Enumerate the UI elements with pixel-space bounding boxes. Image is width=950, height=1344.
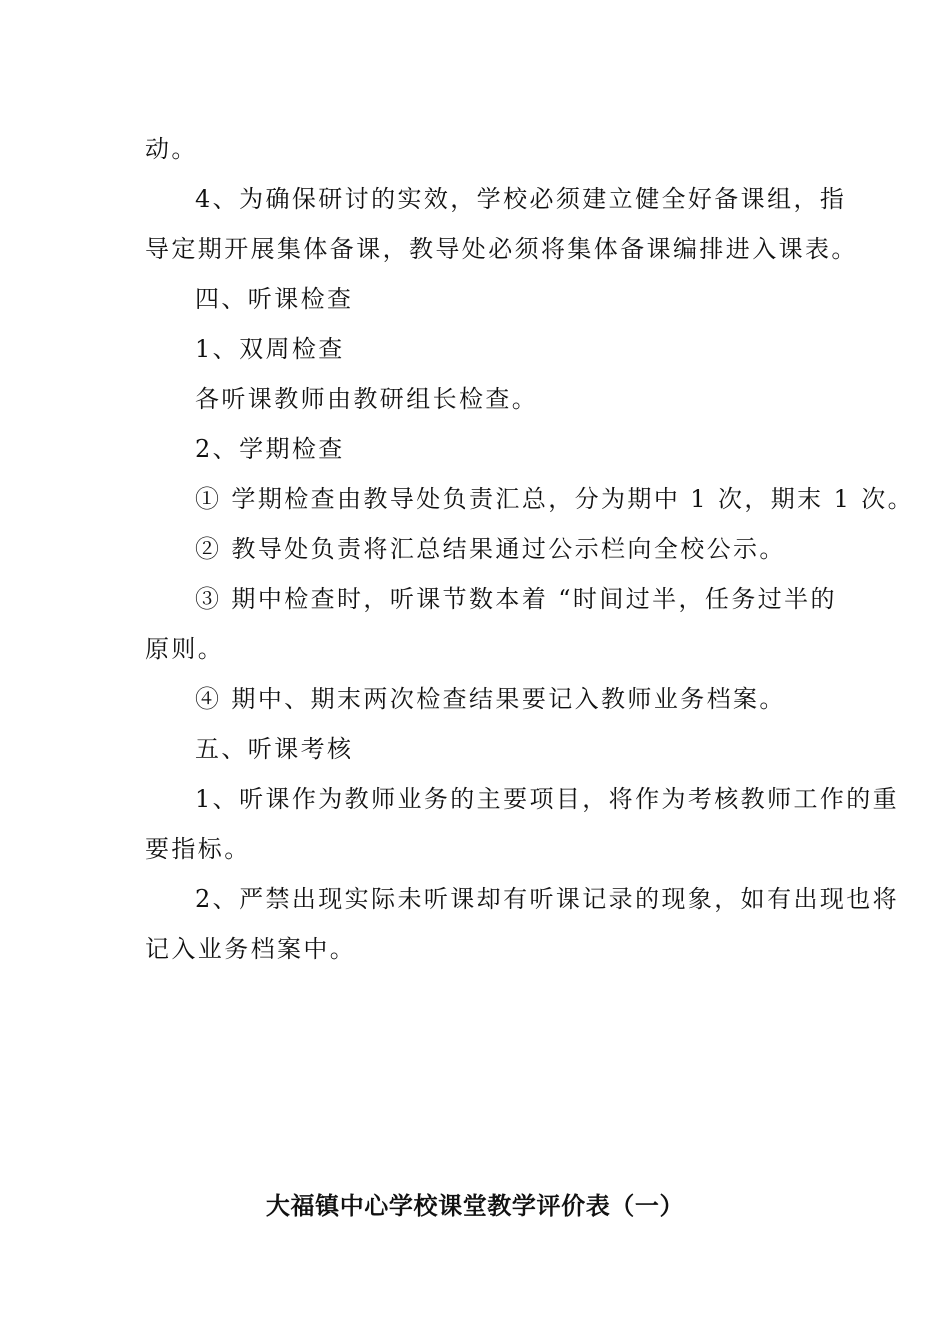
paragraph-line: 4、为确保研讨的实效，学校必须建立健全好备课组，指: [195, 185, 847, 213]
table-title: 大福镇中心学校课堂教学评价表（一）: [265, 1191, 685, 1220]
list-item: ① 学期检查由教导处负责汇总，分为期中 1 次，期末 1 次。: [195, 485, 915, 513]
subsection-heading: 1、双周检查: [195, 335, 345, 363]
list-item: ③ 期中检查时，听课节数本着 “时间过半，任务过半的: [195, 585, 837, 613]
paragraph-line: 各听课教师由教研组长检查。: [195, 385, 539, 413]
paragraph-line: 记入业务档案中。: [145, 935, 357, 963]
list-item: ② 教导处负责将汇总结果通过公示栏向全校公示。: [195, 535, 786, 563]
paragraph-line: 动。: [145, 135, 198, 163]
paragraph-line: 原则。: [145, 635, 225, 663]
paragraph-line: 2、严禁出现实际未听课却有听课记录的现象，如有出现也将: [195, 885, 900, 913]
paragraph-line: 要指标。: [145, 835, 251, 863]
subsection-heading: 2、学期检查: [195, 435, 345, 463]
list-item: ④ 期中、期末两次检查结果要记入教师业务档案。: [195, 685, 786, 713]
section-heading: 四、听课检查: [195, 285, 354, 313]
paragraph-line: 导定期开展集体备课，教导处必须将集体备课编排进入课表。: [145, 235, 858, 263]
section-heading: 五、听课考核: [195, 735, 354, 763]
paragraph-line: 1、听课作为教师业务的主要项目，将作为考核教师工作的重: [195, 785, 900, 813]
